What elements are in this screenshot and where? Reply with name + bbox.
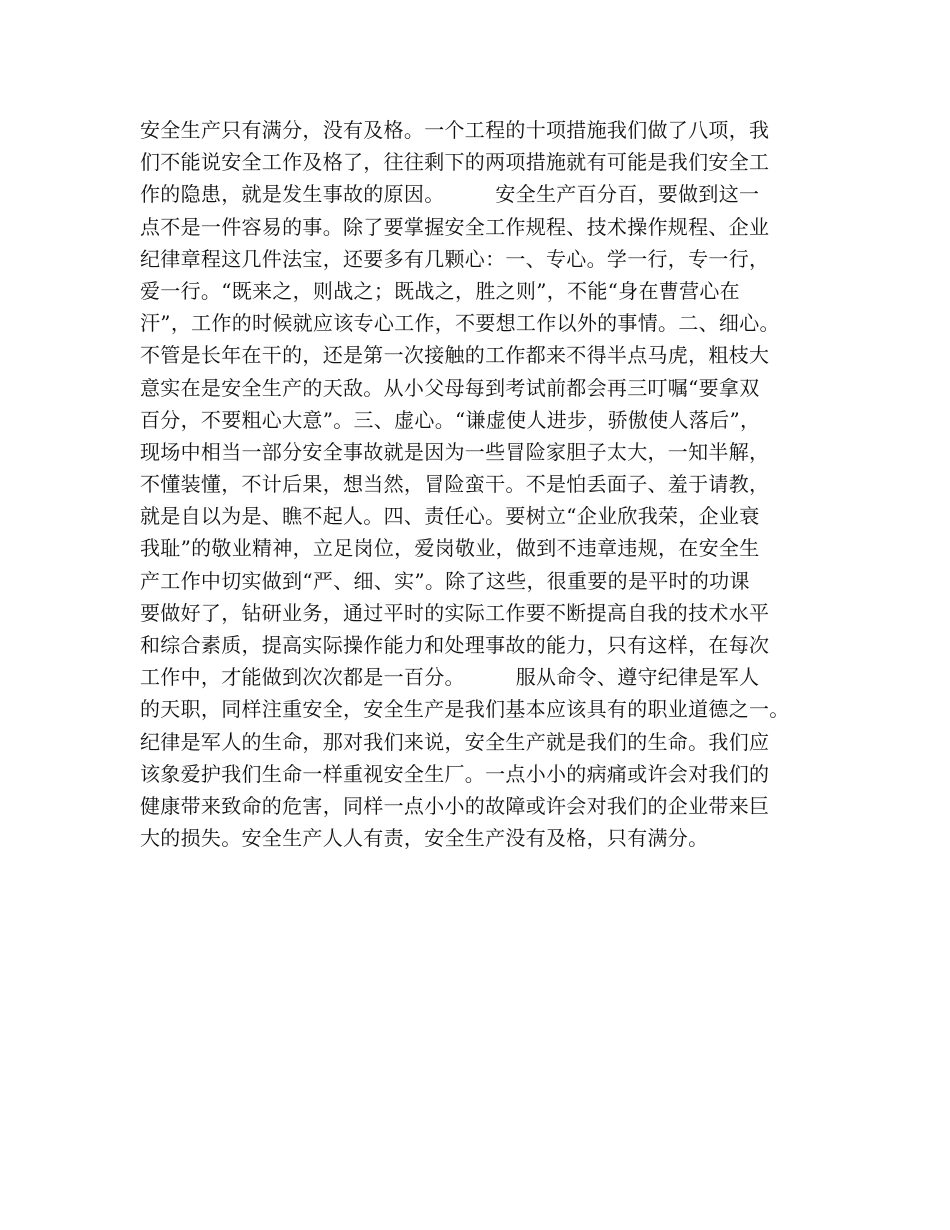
text-line: 作的隐患，就是发生事故的原因。 安全生产百分百，要做到这一 (140, 182, 760, 207)
text-line: 们不能说安全工作及格了，往往剩下的两项措施就有可能是我们安全工 (140, 150, 770, 175)
text-line: 现场中相当一部分安全事故就是因为一些冒险家胆子太大，一知半解， (140, 439, 770, 464)
body-text (140, 114, 830, 854)
text-line: 该象爱护我们生命一样重视安全生厂。一点小小的病痛或许会对我们的 (140, 761, 770, 786)
text-line: 不管是长年在干的，还是第一次接触的工作都来不得半点马虎，粗枝大 (140, 343, 770, 368)
text-line: 纪律是军人的生命，那对我们来说，安全生产就是我们的生命。我们应 (140, 729, 770, 754)
text-line: 点不是一件容易的事。除了要掌握安全工作规程、技术操作规程、企业 (140, 214, 770, 239)
text-line: 我耻”的敬业精神，立足岗位，爱岗敬业，做到不违章违规，在安全生 (140, 536, 760, 561)
text-line: 纪律章程这几件法宝，还要多有几颗心：一、专心。学一行，专一行， (140, 246, 770, 271)
text-line: 产工作中切实做到“严、细、实”。除了这些，很重要的是平时的功课 (140, 568, 750, 593)
text-line: 工作中，才能做到次次都是一百分。 服从命令、遵守纪律是军人 (140, 665, 760, 690)
text-line: 和综合素质，提高实际操作能力和处理事故的能力，只有这样，在每次 (140, 633, 770, 657)
text-line: 百分，不要粗心大意”。三、虚心。“谦虚使人进步，骄傲使人落后”， (140, 407, 761, 432)
text-line: 的天职，同样注重安全，安全生产是我们基本应该具有的职业道德之一。 (140, 697, 790, 722)
text-line: 健康带来致命的危害，同样一点小小的故障或许会对我们的企业带来巨 (140, 793, 770, 818)
text-line: 就是自以为是、瞧不起人。四、责任心。要树立“企业欣我荣，企业衰 (140, 504, 760, 529)
text-line: 要做好了，钻研业务，通过平时的实际工作要不断提高自我的技术水平 (140, 600, 770, 625)
text-line: 不懂装懂，不计后果，想当然，冒险蛮干。不是怕丢面子、羞于请教， (140, 472, 770, 497)
text-line: 安全生产只有满分，没有及格。一个工程的十项措施我们做了八项，我 (140, 118, 770, 142)
text-line: 大的损失。安全生产人人有责，安全生产没有及格，只有满分。 (140, 826, 709, 851)
text-line: 意实在是安全生产的天敌。从小父母每到考试前都会再三叮嘱“要拿双 (140, 375, 760, 400)
text-line: 汗”，工作的时候就应该专心工作，不要想工作以外的事情。二、细心。 (140, 311, 780, 336)
text-line: 爱一行。“既来之，则战之；既战之，胜之则”，不能“身在曹营心在 (140, 278, 740, 303)
